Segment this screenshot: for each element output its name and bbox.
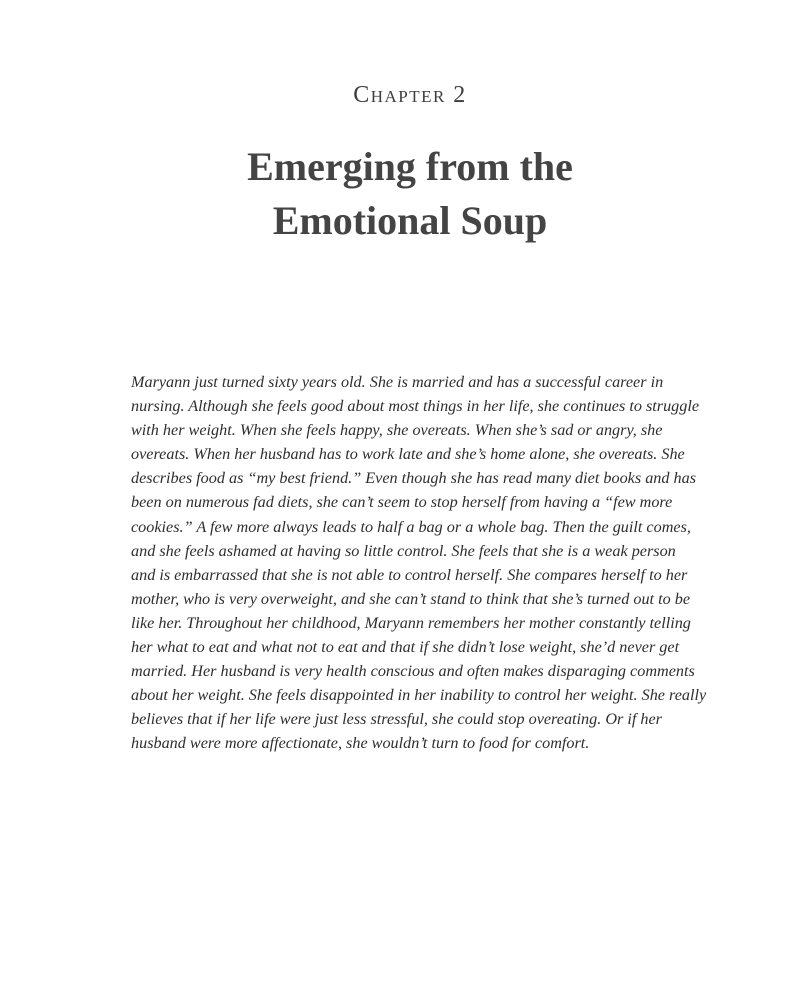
body-paragraph [131,370,707,756]
text-line: and is embarrassed that she is not able to control herself. She compares herself to her [131,565,688,584]
text-line: describes food as “my best friend.” Even though she has read many diet books and has [131,469,697,488]
text-line: mother, who is very overweight, and she can’t stand to think that she’s turned out to be [131,589,691,608]
chapter-title-line: Emotional Soup [272,198,548,243]
text-line: cookies.” A few more always leads to half a bag or a whole bag. Then the guilt comes, [131,517,691,536]
text-line: Maryann just turned sixty years old. She is married and has a successful career in [131,373,664,391]
text-line: believes that if her life were just less stressful, she could stop overeating. Or if her [131,710,662,729]
text-line: nursing. Although she feels good about most things in her life, she continues to struggle [131,397,700,416]
chapter-label: Chapter 2 [353,82,467,108]
chapter-title-line: Emerging from the [247,144,573,189]
text-line: with her weight. When she feels happy, she overeats. When she’s sad or angry, she [131,421,663,440]
text-line: overeats. When her husband has to work late and she’s home alone, she overeats. She [131,445,685,464]
text-line: and she feels ashamed at having so little control. She feels that she is a weak person [131,541,676,560]
text-line: been on numerous fad diets, she can’t seem to stop herself from having a “few more [131,493,673,512]
text-line: husband were more affectionate, she wouldn’t turn to food for comfort. [131,734,590,753]
text-line: married. Her husband is very health conscious and often makes disparaging comments [131,662,695,681]
chapter-title [0,140,800,248]
text-line: about her weight. She feels disappointed in her inability to control her weight. She really [131,686,707,705]
text-line: her what to eat and what not to eat and that if she didn’t lose weight, she’d never get [131,638,680,657]
text-line: like her. Throughout her childhood, Maryann remembers her mother constantly telling [131,613,691,632]
